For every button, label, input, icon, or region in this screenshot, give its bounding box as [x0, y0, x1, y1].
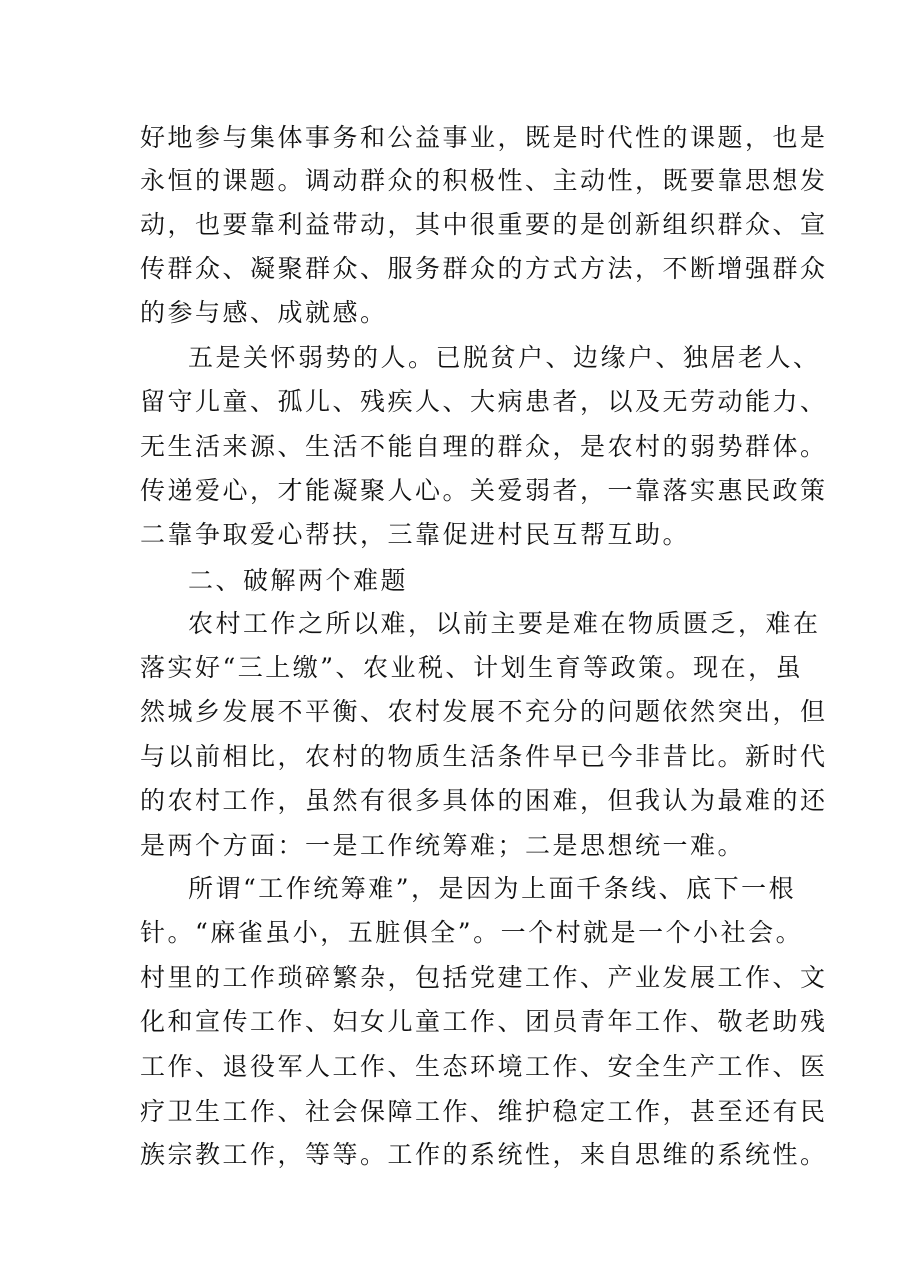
text-line: 传递爱心，才能凝聚人心。关爱弱者，一靠落实惠民政策	[140, 476, 828, 505]
text-line: 落实好“三上缴”、农业税、计划生育等政策。现在，虽	[140, 653, 804, 682]
text-line: 的农村工作，虽然有很多具体的困难，但我认为最难的还	[140, 786, 828, 815]
paragraph-first-line: 五是关怀弱势的人。已脱贫户、边缘户、独居老人、	[188, 343, 821, 372]
text-line: 无生活来源、生活不能自理的群众，是农村的弱势群体。	[140, 432, 828, 461]
text-line: 永恒的课题。调动群众的积极性、主动性，既要靠思想发	[140, 166, 828, 195]
text-line: 动，也要靠利益带动，其中很重要的是创新组织群众、宣	[140, 210, 828, 239]
section-heading: 二、破解两个难题	[188, 566, 409, 595]
text-line: 留守儿童、孤儿、残疾人、大病患者，以及无劳动能力、	[140, 387, 828, 416]
text-line: 传群众、凝聚群众、服务群众的方式方法，不断增强群众	[140, 254, 828, 283]
text-line: 族宗教工作，等等。工作的系统性，来自思维的系统性。	[140, 1140, 828, 1169]
text-line: 工作、退役军人工作、生态环境工作、安全生产工作、医	[140, 1052, 828, 1081]
text-line: 好地参与集体事务和公益事业，既是时代性的课题，也是	[140, 123, 828, 152]
text-line: 的参与感、成就感。	[140, 298, 388, 327]
text-line: 与以前相比，农村的物质生活条件早已今非昔比。新时代	[140, 742, 828, 771]
paragraph-first-line: 农村工作之所以难，以前主要是难在物质匮乏，难在	[188, 609, 821, 638]
text-line: 针。“麻雀虽小，五脏俱全”。一个村就是一个小社会。	[140, 918, 804, 947]
text-line: 化和宣传工作、妇女儿童工作、团员青年工作、敬老助残	[140, 1007, 828, 1036]
text-line: 村里的工作琐碎繁杂，包括党建工作、产业发展工作、文	[140, 963, 828, 992]
text-line: 是两个方面：一是工作统筹难；二是思想统一难。	[140, 831, 746, 860]
text-line: 疗卫生工作、社会保障工作、维护稳定工作，甚至还有民	[140, 1097, 828, 1126]
paragraph-first-line: 所谓“工作统筹难”，是因为上面千条线、底下一根	[188, 874, 797, 903]
text-line: 二靠争取爱心帮扶，三靠促进村民互帮互助。	[140, 520, 691, 549]
text-line: 然城乡发展不平衡、农村发展不充分的问题依然突出，但	[140, 697, 828, 726]
